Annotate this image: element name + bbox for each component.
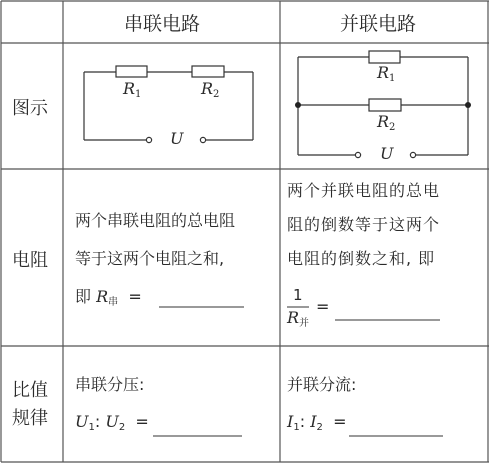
series-label-u: U [170,129,184,148]
parallel-terminal-left [355,152,360,157]
fraction-numerator: 1 [293,286,303,304]
parallel-resistance-line3: 电阻的倒数之和, 即 [287,249,436,268]
header-parallel-circuit: 并联电路 [340,13,417,35]
fraction-denominator: $R_并$ [287,308,310,329]
parallel-ratio-title: 并联分流: [287,375,357,394]
series-ratio-title: 串联分压: [75,375,145,394]
parallel-terminal-right [410,152,415,157]
header-series-circuit: 串联电路 [124,13,201,35]
series-circuit-diagram [84,66,253,143]
row-label-resistance: 电阻 [12,250,48,271]
parallel-resistance-line1: 两个并联电阻的总电 [287,181,441,200]
parallel-label-r1: $R_1$ [377,63,396,84]
parallel-ratio-formula: $I_1$: $I_2$ = [287,412,347,433]
row-label-ratio-line1: 比值 [12,380,48,401]
parallel-junction-left [295,102,301,108]
series-resistor-r1 [116,66,147,77]
parallel-label-r2: $R_2$ [377,112,396,133]
series-resistance-formula: 即 $R_串$ = [75,287,142,308]
row-label-diagram: 图示 [12,98,48,119]
series-label-r2: $R_2$ [201,79,220,100]
parallel-resistance-equals: = [316,297,330,316]
parallel-label-u: U [380,144,394,163]
series-resistor-r2 [192,66,224,77]
series-resistance-line2: 等于这两个电阻之和, [75,249,225,268]
row-label-ratio-line2: 规律 [12,408,48,429]
series-terminal-left [146,137,151,142]
parallel-junction-right [465,102,471,108]
parallel-resistance-line2: 阻的倒数等于这两个 [287,215,441,234]
series-label-r1: $R_1$ [123,79,142,100]
parallel-resistor-r2 [369,99,401,111]
series-resistance-line1: 两个串联电阻的总电阻 [75,211,236,230]
series-ratio-formula: $U_1$: $U_2$ = [75,412,149,433]
series-terminal-right [200,137,205,142]
parallel-resistor-r1 [369,51,400,63]
